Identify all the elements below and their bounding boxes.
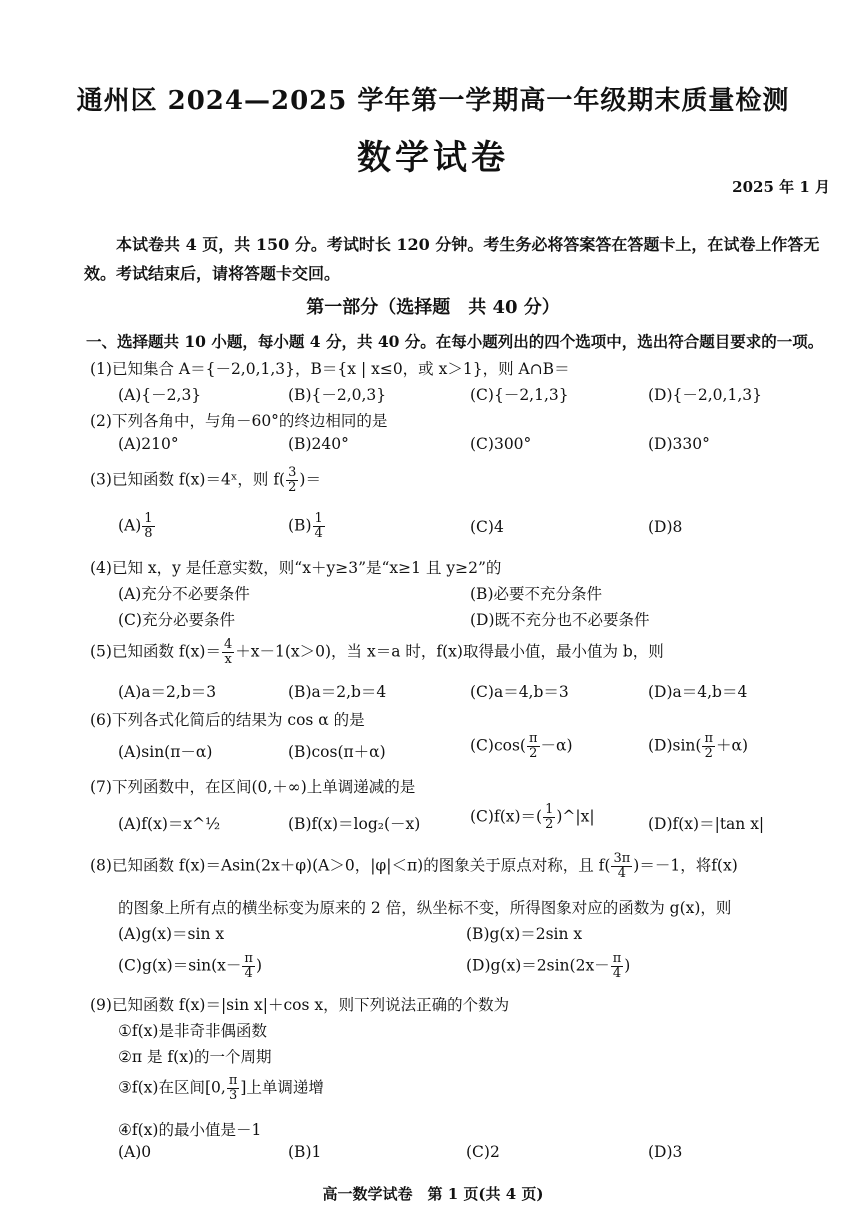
question-2-option-b: (B)240° xyxy=(288,435,349,453)
question-3-stem: (3)已知函数 f(x)＝4ˣ，则 f( $\frac{3}{2}$ )＝ xyxy=(90,465,321,495)
question-5-option-b: (B)a＝2,b＝4 xyxy=(288,683,387,701)
question-5-option-d: (D)a＝4,b＝4 xyxy=(648,683,748,701)
question-3-stem-text: (3)已知函数 f(x)＝4ˣ，则 f( xyxy=(90,470,286,489)
question-6-option-d: (D)sin( $\frac{\pi}{2}$ ＋α) xyxy=(648,731,749,761)
part-heading: 第一部分（选择题 共 40 分） xyxy=(306,297,560,318)
question-1-stem: (1)已知集合 A＝{－2,0,1,3}，B＝{x | x≤0，或 x＞1}，则 A∩B＝ xyxy=(90,360,570,378)
question-9-stem: (9)已知函数 f(x)＝|sin x|＋cos x，则下列说法正确的个数为 xyxy=(90,996,510,1014)
question-2-option-c: (C)300° xyxy=(470,435,532,453)
question-7-option-b: (B)f(x)＝log₂(－x) xyxy=(288,815,421,833)
question-5-option-c: (C)a＝4,b＝3 xyxy=(470,683,569,701)
question-9-statement-1: ①f(x)是非奇非偶函数 xyxy=(118,1022,267,1040)
question-2-stem: (2)下列各角中，与角－60°的终边相同的是 xyxy=(90,412,388,430)
question-3-option-b: (B) $\frac{1}{4}$ xyxy=(288,511,323,541)
section-heading: 一、选择题共 10 小题，每小题 4 分，共 40 分。在每小题列出的四个选项中，选出符合题目要求的一项。 xyxy=(86,332,824,351)
question-6-option-c: (C)cos( $\frac{\pi}{2}$ －α) xyxy=(470,731,573,761)
question-1-option-b: (B){－2,0,3} xyxy=(288,386,387,404)
question-4-option-b: (B)必要不充分条件 xyxy=(470,585,602,603)
exam-title: 通州区 2024—2025 学年第一学期高一年级期末质量检测 xyxy=(76,86,790,116)
page-footer: 高一数学试卷 第 1 页(共 4 页) xyxy=(322,1185,544,1203)
question-9-option-c: (C)2 xyxy=(466,1143,500,1161)
question-8-option-d: (D)g(x)＝2sin(2x－ $\frac{\pi}{4}$ ) xyxy=(466,951,631,981)
question-8-stem: (8)已知函数 f(x)＝Asin(2x＋φ)(A＞0，|φ|＜π)的图象关于原点对称，且 f( $\frac{3\pi}{4}$ )＝－1，将f(x) xyxy=(90,851,738,881)
question-1-option-d: (D){－2,0,1,3} xyxy=(648,386,762,404)
exam-date: 2025 年 1 月 xyxy=(732,178,830,196)
question-8-stem-continued: 的图象上所有点的横坐标变为原来的 2 倍，纵坐标不变，所得图象对应的函数为 g(x)，则 xyxy=(118,899,732,917)
question-1-option-a: (A){－2,3} xyxy=(118,386,202,404)
question-8-option-b: (B)g(x)＝2sin x xyxy=(466,925,583,943)
question-7-option-d: (D)f(x)＝|tan x| xyxy=(648,815,765,833)
question-6-option-b: (B)cos(π＋α) xyxy=(288,743,386,761)
question-3-option-a: (A) $\frac{1}{8}$ xyxy=(118,511,153,541)
question-8-option-c: (C)g(x)＝sin(x－ $\frac{\pi}{4}$ ) xyxy=(118,951,263,981)
question-9-option-b: (B)1 xyxy=(288,1143,322,1161)
question-7-option-c: (C)f(x)＝( $\frac{1}{2}$ )^|x| xyxy=(470,802,595,832)
question-4-option-a: (A)充分不必要条件 xyxy=(118,585,250,603)
exam-subtitle: 数学试卷 xyxy=(357,138,509,178)
question-1-option-c: (C){－2,1,3} xyxy=(470,386,569,404)
question-5-stem: (5)已知函数 f(x)＝ $\frac{4}{x}$ ＋x－1(x＞0)，当 x＝a 时，f(x)取得最小值，最小值为 b，则 xyxy=(90,637,664,667)
question-7-option-a: (A)f(x)＝x^½ xyxy=(118,815,221,833)
question-2-option-d: (D)330° xyxy=(648,435,710,453)
question-2-option-a: (A)210° xyxy=(118,435,179,453)
question-9-option-d: (D)3 xyxy=(648,1143,683,1161)
exam-instructions: 本试卷共 4 页，共 150 分。考试时长 120 分钟。考生务必将答案答在答题卡上，在试卷上作答无效。考试结束后，请将答题卡交回。 xyxy=(84,235,820,283)
question-6-stem: (6)下列各式化简后的结果为 cos α 的是 xyxy=(90,711,365,729)
question-3-option-d: (D)8 xyxy=(648,518,683,536)
question-6-option-a: (A)sin(π－α) xyxy=(118,743,213,761)
question-9-statement-4: ④f(x)的最小值是－1 xyxy=(118,1121,262,1139)
question-3-option-c: (C)4 xyxy=(470,518,504,536)
question-7-stem: (7)下列函数中，在区间(0,＋∞)上单调递减的是 xyxy=(90,778,416,796)
question-9-statement-3: ③f(x)在区间[0, $\frac{\pi}{3}$ ]上单调递增 xyxy=(118,1073,324,1103)
question-5-option-a: (A)a＝2,b＝3 xyxy=(118,683,217,701)
question-9-statement-2: ②π 是 f(x)的一个周期 xyxy=(118,1048,272,1066)
question-4-option-c: (C)充分必要条件 xyxy=(118,611,235,629)
question-4-option-d: (D)既不充分也不必要条件 xyxy=(470,611,650,629)
question-8-option-a: (A)g(x)＝sin x xyxy=(118,925,225,943)
fraction: $\frac{3}{2}$ xyxy=(288,465,297,495)
question-4-stem: (4)已知 x，y 是任意实数，则“x＋y≥3”是“x≥1 且 y≥2”的 xyxy=(90,559,502,577)
question-9-option-a: (A)0 xyxy=(118,1143,152,1161)
